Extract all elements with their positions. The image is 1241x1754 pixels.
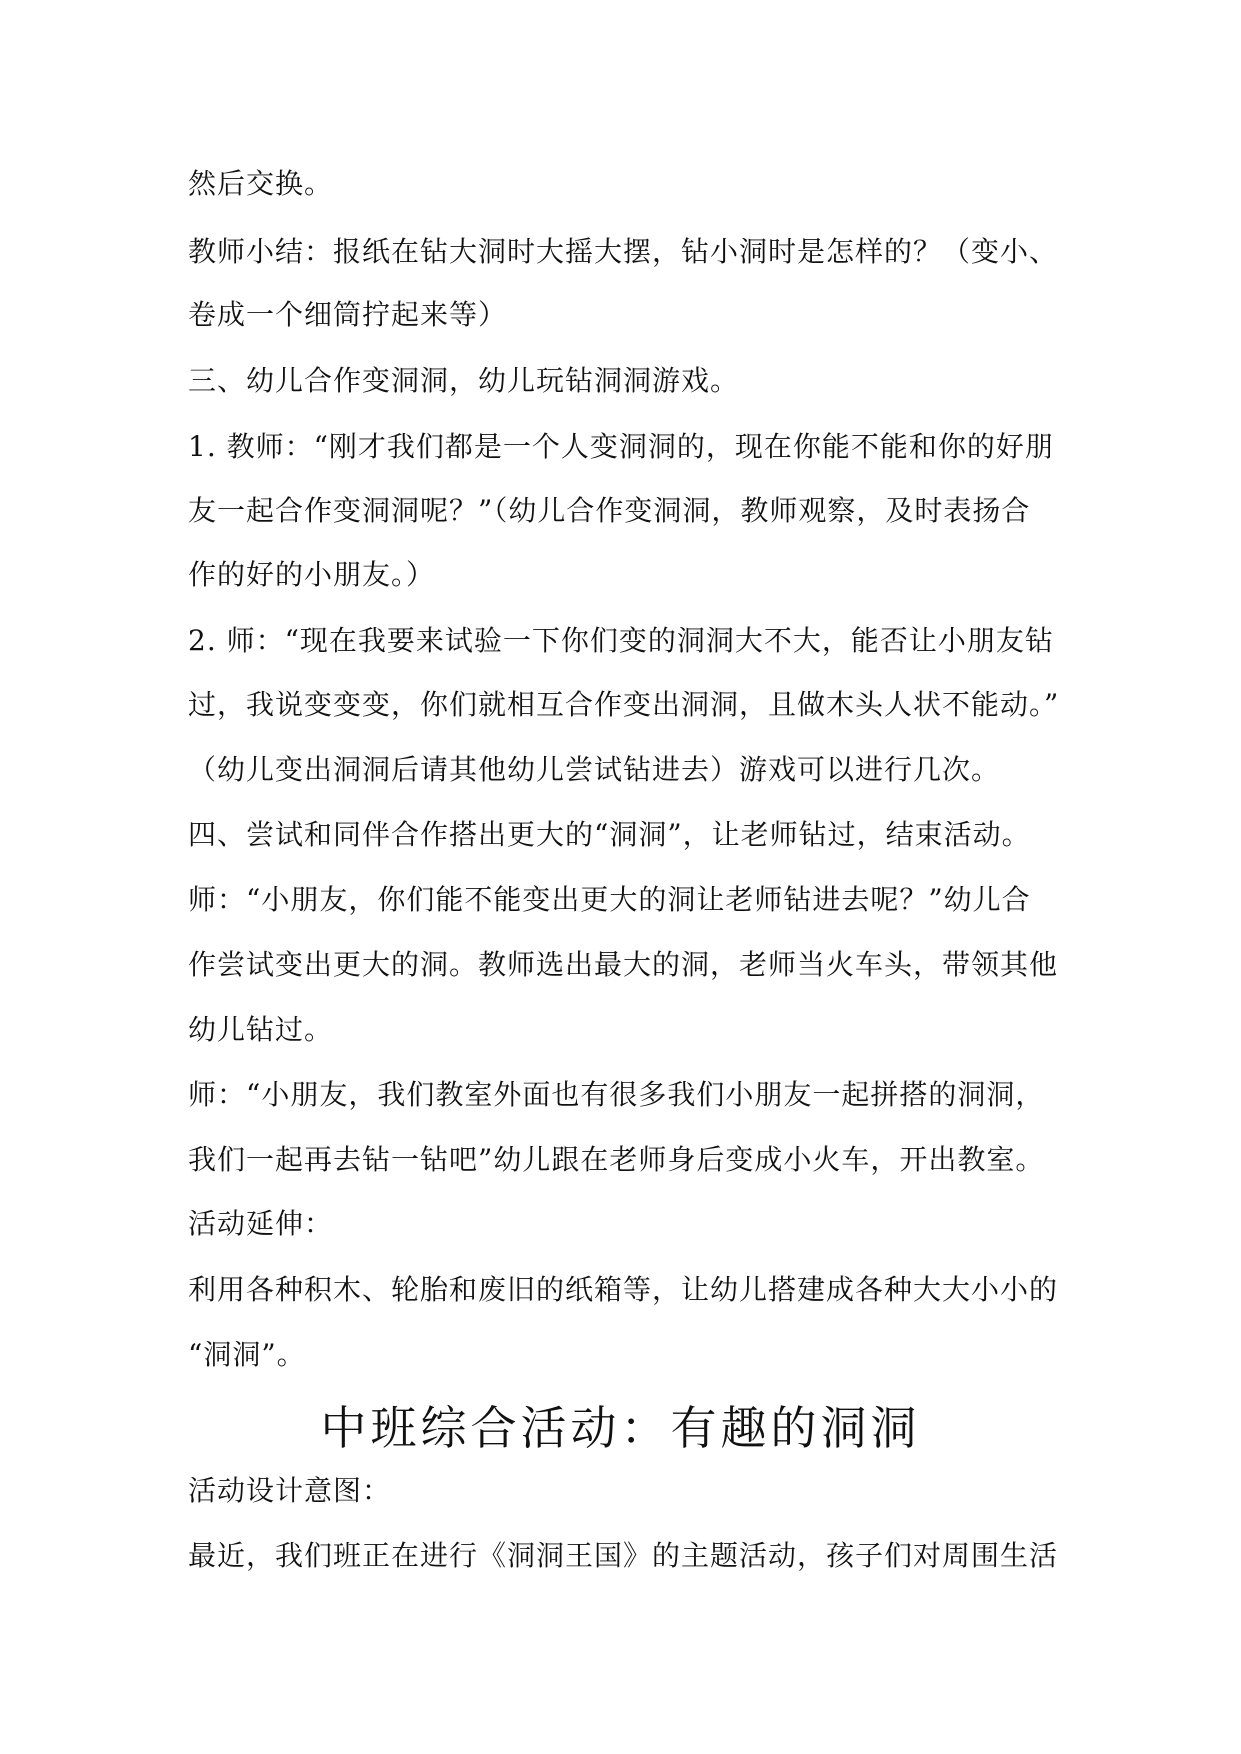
text-line-19: “洞洞”。 — [188, 1338, 306, 1371]
text-line-13: 作尝试变出更大的洞。教师选出最大的洞，老师当火车头，带领其他 — [188, 948, 1059, 981]
text-line-12: 师：“小朋友，你们能不能变出更大的洞让老师钻进去呢？”幼儿合 — [188, 883, 1031, 916]
text-line-4: 三、幼儿合作变洞洞，幼儿玩钻洞洞游戏。 — [188, 364, 740, 397]
text-line-6: 友一起合作变洞洞呢？”（幼儿合作变洞洞，教师观察，及时表扬合 — [188, 494, 1031, 527]
text-line-5: 1. 教师：“刚才我们都是一个人变洞洞的，现在你能不能和你的好朋 — [188, 430, 1054, 463]
text-line-21: 最近，我们班正在进行《洞洞王国》的主题活动，孩子们对周围生活 — [188, 1539, 1059, 1572]
text-line-17: 活动延伸： — [188, 1207, 334, 1240]
text-line-20: 活动设计意图： — [188, 1474, 392, 1507]
text-line-10: （幼儿变出洞洞后请其他幼儿尝试钻进去）游戏可以进行几次。 — [188, 753, 1001, 786]
text-line-18: 利用各种积木、轮胎和废旧的纸箱等，让幼儿搭建成各种大大小小的 — [188, 1273, 1059, 1306]
text-line-3: 卷成一个细筒拧起来等） — [188, 298, 508, 331]
text-line-14: 幼儿钻过。 — [188, 1013, 334, 1046]
text-line-11: 四、尝试和同伴合作搭出更大的“洞洞”，让老师钻过，结束活动。 — [188, 818, 1031, 851]
text-line-2: 教师小结：报纸在钻大洞时大摇大摆，钻小洞时是怎样的？（变小、 — [188, 235, 1059, 268]
text-line-15: 师：“小朋友，我们教室外面也有很多我们小朋友一起拼搭的洞洞， — [188, 1078, 1045, 1111]
section-title: 中班综合活动：有趣的洞洞 — [320, 1401, 921, 1455]
text-line-1: 然后交换。 — [188, 167, 334, 200]
text-line-16: 我们一起再去钻一钻吧”幼儿跟在老师身后变成小火车，开出教室。 — [188, 1143, 1045, 1176]
text-line-7: 作的好的小朋友。） — [188, 558, 436, 591]
text-line-9: 过，我说变变变，你们就相互合作变出洞洞，且做木头人状不能动。” — [188, 688, 1060, 721]
text-line-8: 2. 师：“现在我要来试验一下你们变的洞洞大不大，能否让小朋友钻 — [188, 624, 1054, 657]
